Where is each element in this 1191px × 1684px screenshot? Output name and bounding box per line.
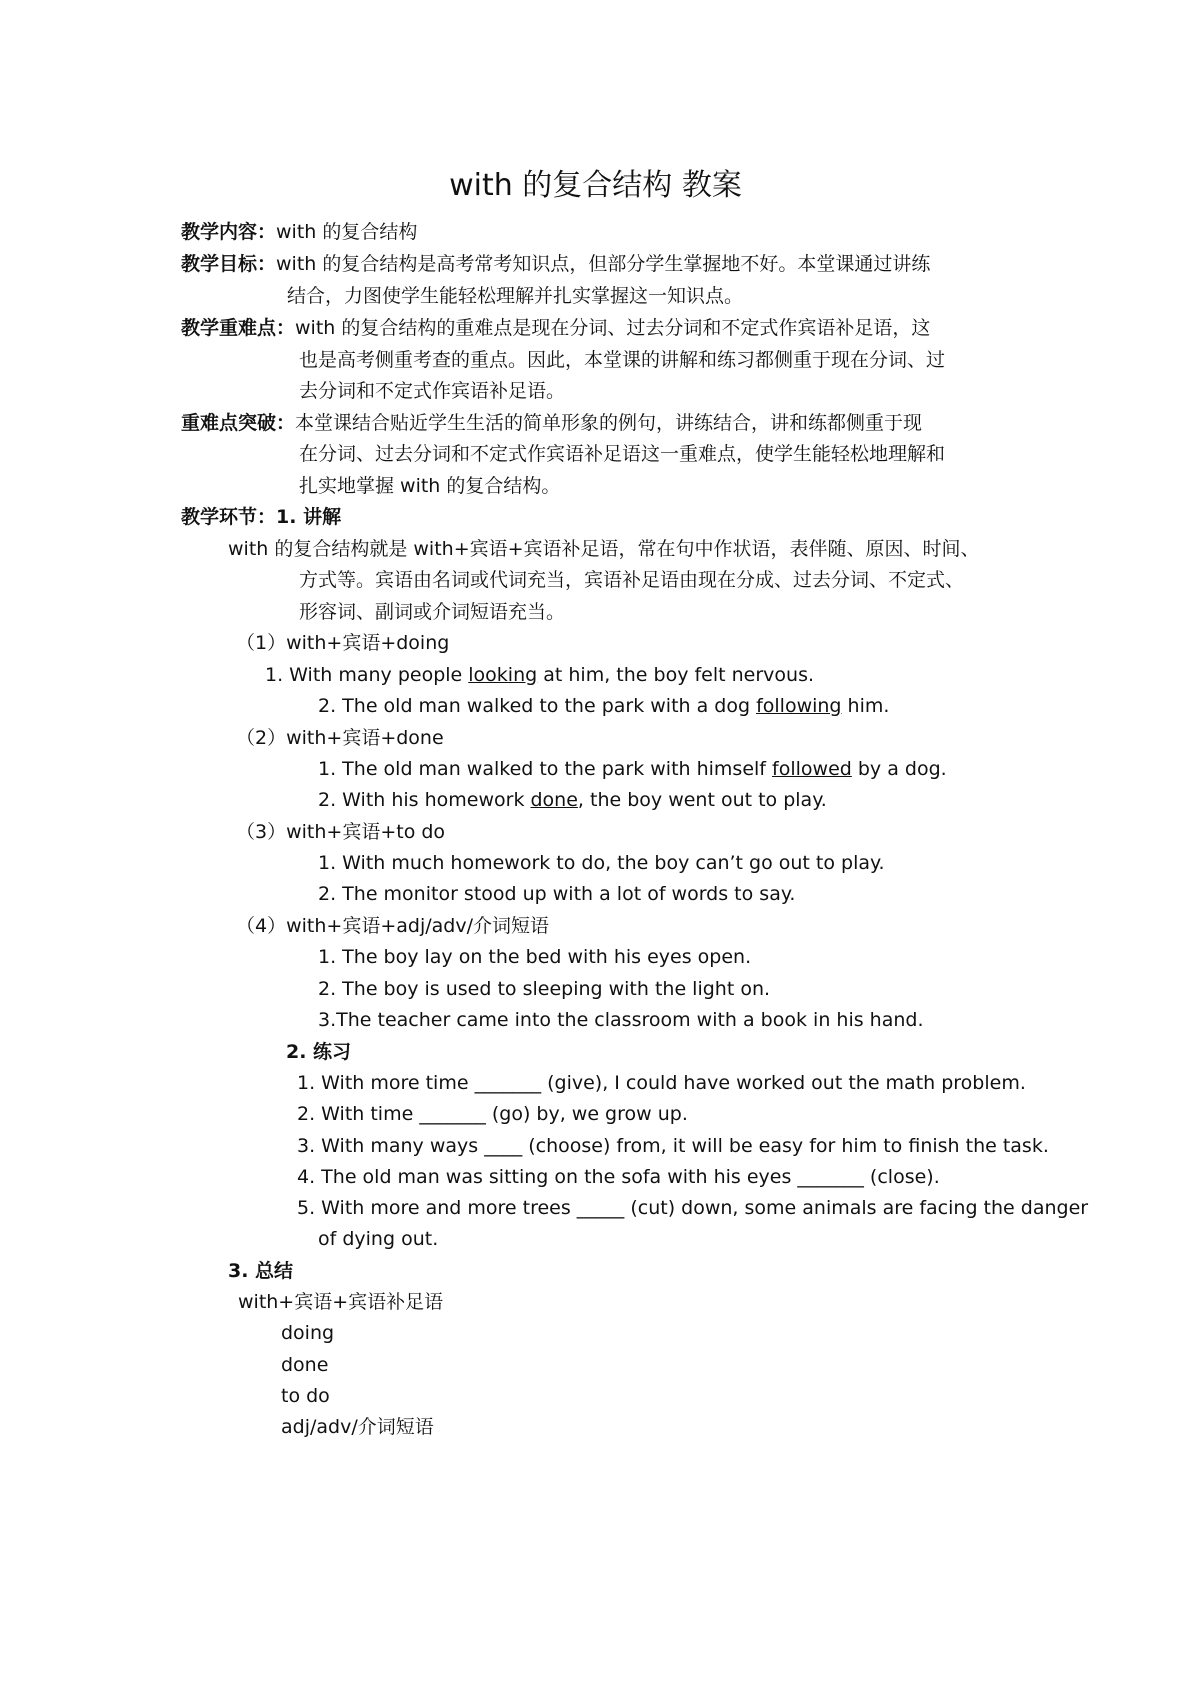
intro-line-2: 方式等。宾语由名词或代词充当，宾语补足语由现在分成、过去分词、不定式、	[299, 569, 965, 591]
group-4-example-2: 2. The boy is used to sleeping with the light on.	[318, 978, 771, 1000]
content-row	[181, 216, 417, 248]
breakthrough-line-3: 扎实地掌握 with 的复合结构。	[299, 475, 561, 497]
group-1-example-2: 2. The old man walked to the park with a dog following him.	[318, 695, 890, 717]
breakthrough-row	[181, 407, 922, 439]
group-1-heading: （1）with+宾语+doing	[236, 632, 450, 654]
step1-heading: 1. 讲解	[276, 506, 342, 528]
group-2-heading: （2）with+宾语+done	[236, 727, 444, 749]
group-4-example-3: 3.The teacher came into the classroom with a book in his hand.	[318, 1009, 924, 1031]
page-title: with 的复合结构 教案	[449, 168, 742, 203]
breakthrough-line-2: 在分词、过去分词和不定式作宾语补足语这一重难点，使学生能轻松地理解和	[299, 443, 946, 465]
key-line-1: with 的复合结构的重难点是现在分词、过去分词和不定式作宾语补足语，这	[295, 317, 931, 339]
practice-item-5: 5. With more and more trees _____ (cut) down, some animals are facing the danger	[297, 1197, 1089, 1219]
group-2-example-1: 1. The old man walked to the park with himself followed by a dog.	[318, 758, 947, 780]
key-label: 教学重难点：	[181, 317, 296, 339]
content-text: with 的复合结构	[276, 221, 418, 243]
key-line-3: 去分词和不定式作宾语补足语。	[299, 380, 566, 402]
practice-item-3: 3. With many ways ____ (choose) from, it will be easy for him to finish the task.	[297, 1135, 1049, 1157]
intro-line-3: 形容词、副词或介词短语充当。	[299, 601, 566, 623]
practice-item-1: 1. With more time _______ (give), I could have worked out the math problem.	[297, 1072, 1026, 1094]
group-3-example-1: 1. With much homework to do, the boy can’t go out to play.	[318, 852, 885, 874]
breakthrough-label: 重难点突破：	[181, 412, 296, 434]
group-3-heading: （3）with+宾语+to do	[236, 821, 446, 843]
summary-item-doing: doing	[281, 1322, 335, 1344]
breakthrough-line-1: 本堂课结合贴近学生生活的简单形象的例句，讲练结合，讲和练都侧重于现	[295, 412, 923, 434]
group-2-example-2: 2. With his homework done, the boy went out to play.	[318, 789, 827, 811]
process-label: 教学环节：	[181, 506, 277, 528]
process-row	[181, 501, 341, 533]
content-label: 教学内容：	[181, 221, 277, 243]
practice-heading: 2. 练习	[286, 1041, 352, 1063]
summary-formula: with+宾语+宾语补足语	[238, 1291, 444, 1313]
summary-heading: 3. 总结	[228, 1260, 294, 1282]
key-row	[181, 312, 930, 344]
group-4-example-1: 1. The boy lay on the bed with his eyes open.	[318, 946, 752, 968]
key-line-2: 也是高考侧重考查的重点。因此，本堂课的讲解和练习都侧重于现在分词、过	[299, 349, 946, 371]
goal-row	[181, 248, 930, 280]
group-4-heading: （4）with+宾语+adj/adv/介词短语	[236, 915, 549, 937]
summary-item-adj-adv: adj/adv/介词短语	[281, 1416, 434, 1438]
group-3-example-2: 2. The monitor stood up with a lot of words to say.	[318, 883, 796, 905]
summary-item-to-do: to do	[281, 1385, 330, 1407]
practice-item-4: 4. The old man was sitting on the sofa with his eyes _______ (close).	[297, 1166, 940, 1188]
practice-item-2: 2. With time _______ (go) by, we grow up.	[297, 1103, 688, 1125]
summary-item-done: done	[281, 1354, 329, 1376]
goal-label: 教学目标：	[181, 253, 277, 275]
practice-item-5-cont: of dying out.	[318, 1228, 439, 1250]
goal-line-1: with 的复合结构是高考常考知识点，但部分学生掌握地不好。本堂课通过讲练	[276, 253, 931, 275]
group-1-example-1: 1. With many people looking at him, the boy felt nervous.	[265, 664, 815, 686]
goal-line-2: 结合，力图使学生能轻松理解并扎实掌握这一知识点。	[287, 285, 744, 307]
intro-line-1: with 的复合结构就是 with+宾语+宾语补足语，常在句中作状语，表伴随、原因、时间、	[228, 538, 980, 560]
